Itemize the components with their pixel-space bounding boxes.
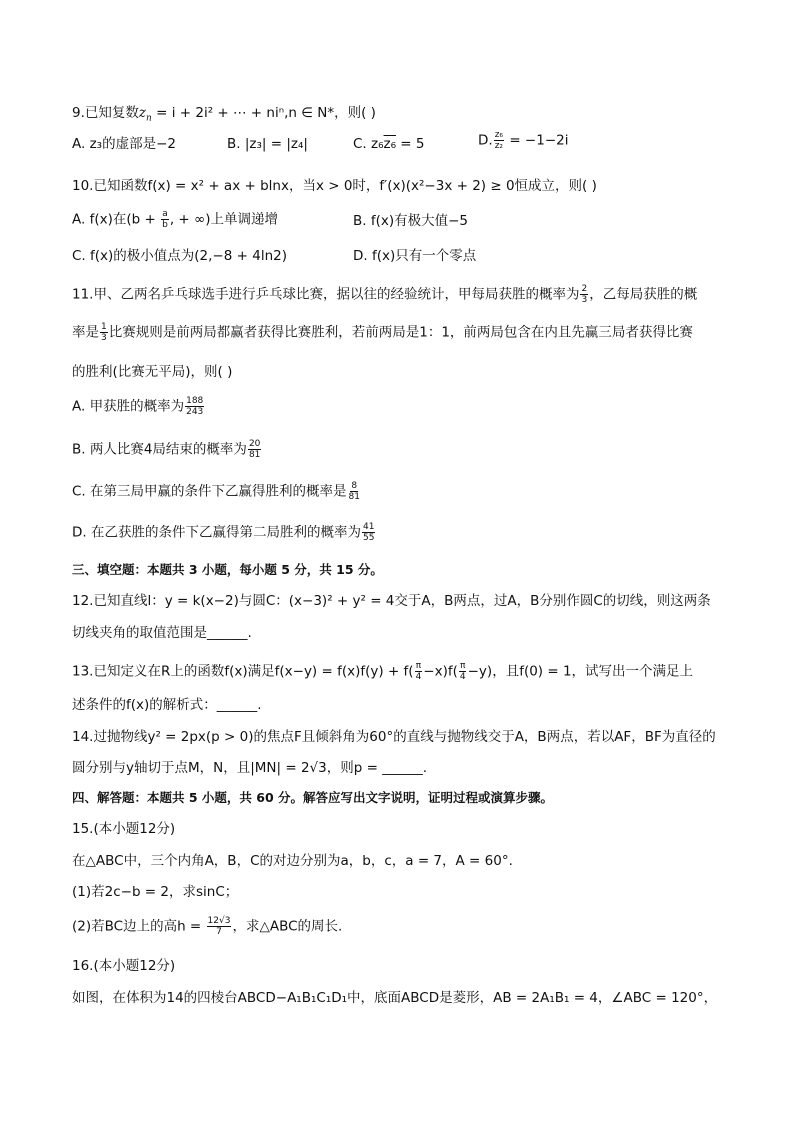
q11-l1-fraction — [580, 284, 588, 305]
q11-l1-den: 3 — [581, 295, 588, 305]
q13-line-2: 述条件的f(x)的解析式：______. — [72, 697, 262, 713]
q15-p2-post: ，求△ABC的周长. — [232, 918, 343, 935]
q11-line-2 — [72, 322, 693, 343]
q11-b-fraction — [248, 439, 261, 460]
q15-p2-fraction — [207, 916, 232, 937]
q11-b-num: 20 — [248, 439, 261, 449]
q13-pi-num-1: π — [415, 661, 422, 671]
q11-a-den: 243 — [186, 407, 204, 417]
q12-line-2: 切线夹角的取值范围是______. — [72, 625, 252, 641]
q11-option-d — [72, 522, 376, 543]
q15-p2-num: 12√3 — [207, 916, 231, 926]
q13-pi-den-2: 4 — [459, 672, 466, 682]
q9-d-den: z₂ — [494, 141, 504, 151]
section-4-heading: 四、解答题：本题共 5 小题，共 60 分。解答应写出文字说明，证明过程或演算步骤。 — [72, 790, 554, 805]
q13-pi-den-1: 4 — [415, 672, 422, 682]
q9-option-a: A. z₃的虚部是−2 — [72, 136, 176, 152]
q13-l1-post: −y)，且f(0) = 1，试写出一个满足上 — [467, 663, 694, 680]
q13-pi-fraction-1 — [415, 661, 423, 682]
section-3-heading: 三、填空题：本题共 3 小题，每小题 5 分，共 15 分。 — [72, 562, 383, 577]
q15-p2-den: 7 — [216, 927, 222, 937]
q11-l2-num: 1 — [101, 322, 107, 332]
q11-l2-fraction — [100, 322, 108, 343]
q9-d-num: z₆ — [494, 130, 504, 140]
q11-d-den: 55 — [362, 533, 375, 543]
q10-option-c: C. f(x)的极小值点为(2,−8 + 4ln2) — [72, 248, 287, 264]
q10-option-a — [72, 209, 278, 230]
q10-stem: 10.已知函数f(x) = x² + ax + blnx，当x > 0时，f′(x)(x²−3x + 2) ≥ 0恒成立，则( ) — [72, 178, 597, 194]
q11-option-a — [72, 396, 205, 417]
q14-line-2: 圆分别与y轴切于点M，N，且|MN| = 2√3，则p = ______. — [72, 760, 428, 776]
q10-a-den: b — [162, 220, 168, 230]
q11-line-1 — [72, 284, 697, 305]
q9-stem-eq: = i + 2i² + ⋯ + niⁿ,n ∈ N*，则( ) — [151, 105, 376, 121]
q13-l1-mid: −x)f( — [423, 663, 458, 680]
q15-part-1: (1)若2c−b = 2，求sinC； — [72, 884, 239, 900]
q11-l1-num: 2 — [581, 284, 588, 294]
q9-d-fraction — [494, 130, 504, 151]
q11-a-num: 188 — [186, 396, 204, 406]
q9-stem-text: 9.已知复数 — [72, 105, 139, 121]
q11-a-pre: A. 甲获胜的概率为 — [72, 398, 185, 415]
q13-pi-fraction-2 — [459, 661, 467, 682]
q9-option-b: B. |z₃| = |z₄| — [227, 136, 308, 152]
q9-c-conj: z₆ — [383, 136, 397, 152]
q15-part-2 — [72, 916, 342, 937]
q9-var: z — [138, 105, 147, 121]
q9-d-post: = −1−2i — [505, 132, 569, 149]
q9-c-pre: C. z₆ — [353, 136, 384, 152]
q11-option-b — [72, 439, 262, 460]
q15-line-1: 在△ABC中，三个内角A，B，C的对边分别为a，b，c，a = 7，A = 60°. — [72, 853, 513, 869]
q11-l1-post: ，乙每局获胜的概 — [589, 286, 698, 303]
q14-line-1: 14.过抛物线y² = 2px(p > 0)的焦点F且倾斜角为60°的直线与抛物线交于A，B两点，若以AF，BF为直径的 — [72, 729, 716, 745]
q11-line-3: 的胜利(比赛无平局)，则( ) — [72, 364, 233, 380]
q9-c-post: = 5 — [396, 136, 425, 152]
q11-c-den: 81 — [348, 492, 360, 502]
q11-option-c — [72, 481, 362, 502]
q9-option-d — [478, 130, 568, 151]
q9-var-sub: n — [146, 113, 152, 124]
q11-l2-post: 比赛规则是前两局都赢者获得比赛胜利，若前两局是1：1，前两局包含在内且先赢三局者获得比赛 — [108, 324, 693, 341]
q16-title: 16.(本小题12分) — [72, 958, 176, 974]
q11-c-fraction — [348, 481, 361, 502]
q13-l1-pre: 13.已知定义在R上的函数f(x)满足f(x−y) = f(x)f(y) + f( — [72, 663, 414, 680]
q11-a-fraction — [185, 396, 204, 417]
q11-l2-pre: 率是 — [72, 324, 99, 341]
q11-c-pre: C. 在第三局甲赢的条件下乙赢得胜利的概率是 — [72, 483, 347, 500]
q10-a-post: , + ∞)上单调递增 — [169, 211, 279, 228]
q11-l2-den: 3 — [101, 333, 107, 343]
q11-c-num: 8 — [351, 481, 358, 491]
q11-d-num: 41 — [362, 522, 375, 532]
q11-d-fraction — [362, 522, 375, 543]
q10-a-fraction — [161, 209, 169, 230]
q10-option-d: D. f(x)只有一个零点 — [353, 248, 477, 264]
q11-d-pre: D. 在乙获胜的条件下乙赢得第二局胜利的概率为 — [72, 524, 361, 541]
q12-line-1: 12.已知直线l：y = k(x−2)与圆C：(x−3)² + y² = 4交于A，B两点，过A，B分别作圆C的切线，则这两条 — [72, 593, 711, 609]
q13-pi-num-2: π — [460, 661, 466, 671]
q13-line-1 — [72, 661, 693, 682]
q9-d-pre: D. — [478, 132, 493, 149]
q15-title: 15.(本小题12分) — [72, 821, 176, 837]
q10-a-pre: A. f(x)在(b + — [72, 211, 161, 228]
q11-l1-pre: 11.甲、乙两名乒乓球选手进行乒乓球比赛，据以往的经验统计，甲每局获胜的概率为 — [72, 286, 580, 303]
q9-stem — [72, 103, 376, 129]
q9-option-c — [353, 134, 425, 154]
q10-a-num: a — [162, 209, 168, 219]
q11-b-den: 81 — [248, 450, 261, 460]
q11-b-pre: B. 两人比赛4局结束的概率为 — [72, 441, 247, 458]
q15-p2-pre: (2)若BC边上的高h = — [72, 918, 206, 935]
q10-option-b: B. f(x)有极大值−5 — [353, 213, 469, 229]
q16-line-1: 如图，在体积为14的四棱台ABCD−A₁B₁C₁D₁中，底面ABCD是菱形，AB = 2A₁B₁ = 4，∠ABC = 120°， — [72, 990, 718, 1006]
